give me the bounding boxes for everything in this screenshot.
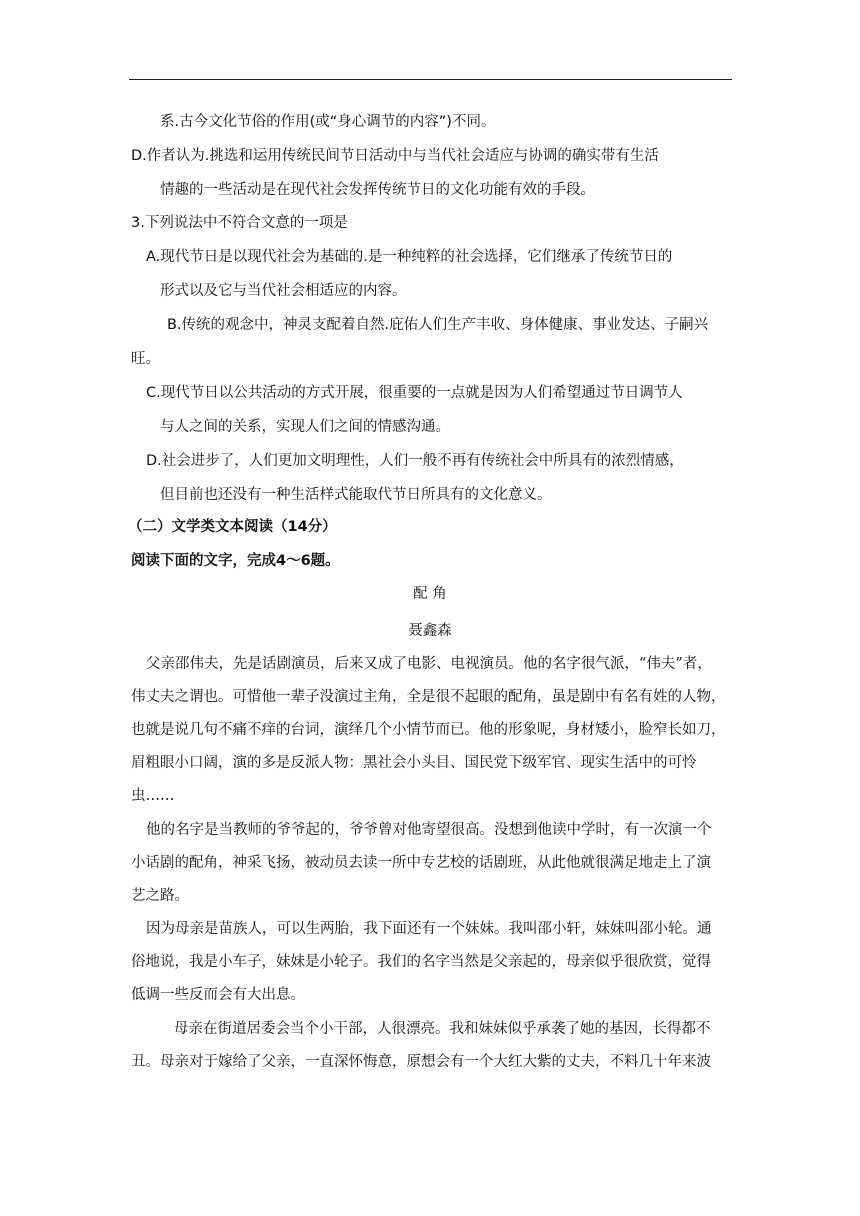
option-c: C.现代节日以公共活动的方式开展，很重要的一点就是因为人们希望通过节日调节人: [146, 385, 683, 401]
body-line: 小话剧的配角，神采飞扬，被动员去读一所中专艺校的话剧班，从此他就很满足地走上了演: [131, 855, 711, 871]
body-line: 艺之路。: [131, 888, 189, 904]
body-line: 俗地说，我是小车子，妹妹是小轮子。我们的名字当然是父亲起的，母亲似乎很欣赏，觉得: [131, 954, 711, 970]
body-line: 因为母亲是苗族人，可以生两胎，我下面还有一个妹妹。我叫邵小轩，妹妹叫邵小轮。通: [146, 921, 712, 937]
body-line: 也就是说几句不痛不痒的台词，演绎几个小情节而已。他的形象呢，身材矮小，脸窄长如刀，: [131, 722, 726, 738]
body-line: 丑。母亲对于嫁给了父亲，一直深怀悔意，原想会有一个大红大紫的丈夫，不料几十年来波: [131, 1054, 711, 1070]
text-line: 系.古今文化节俗的作用(或“身心调节的内容”)不同。: [160, 114, 496, 130]
instruction: 阅读下面的文字，完成4～6题。: [131, 553, 340, 569]
body-line: 伟丈夫之谓也。可惜他一辈子没演过主角，全是很不起眼的配角，虽是剧中有名有姓的人物，: [131, 689, 726, 705]
text-line: 旺。: [131, 351, 160, 367]
text-line: 但目前也还没有一种生活样式能取代节日所具有的文化意义。: [160, 487, 552, 503]
body-line: 眉粗眼小口阔，演的多是反派人物：黑社会小头目、国民党下级军官、现实生活中的可怜: [131, 755, 697, 771]
header-rule: [129, 79, 732, 80]
story-author: 聂鑫森: [408, 623, 452, 639]
text-line: D.作者认为.挑选和运用传统民间节日活动中与当代社会适应与协调的确实带有生活: [131, 148, 659, 164]
body-line: 父亲邵伟夫，先是话剧演员，后来又成了电影、电视演员。他的名字很气派，“伟夫”者，: [146, 656, 712, 672]
option-b: B.传统的观念中，神灵支配着自然.庇佑人们生产丰收、身体健康、事业发达、子嗣兴: [167, 317, 709, 333]
text-line: 形式以及它与当代社会相适应的内容。: [160, 283, 407, 299]
text-line: 情趣的一些活动是在现代社会发挥传统节日的文化功能有效的手段。: [160, 182, 595, 198]
option-d: D.社会进步了，人们更加文明理性，人们一般不再有传统社会中所具有的浓烈情感，: [146, 453, 684, 469]
option-a: A.现代节日是以现代社会为基础的.是一种纯粹的社会选择，它们继承了传统节日的: [146, 249, 673, 265]
body-line: 母亲在街道居委会当个小干部，人很漂亮。我和妹妹似乎承袭了她的基因，长得都不: [174, 1021, 711, 1037]
section-heading: （二）文学类文本阅读（14分）: [128, 519, 337, 535]
text-line: 与人之间的关系，实现人们之间的情感沟通。: [160, 419, 450, 435]
question-title: 3.下列说法中不符合文意的一项是: [131, 215, 348, 231]
body-line: 他的名字是当教师的爷爷起的，爷爷曾对他寄望很高。没想到他读中学时，有一次演一个: [146, 822, 712, 838]
body-line: 低调一些反而会有大出息。: [131, 987, 305, 1003]
body-line: 虫……: [131, 788, 175, 804]
story-title: 配 角: [413, 586, 447, 602]
